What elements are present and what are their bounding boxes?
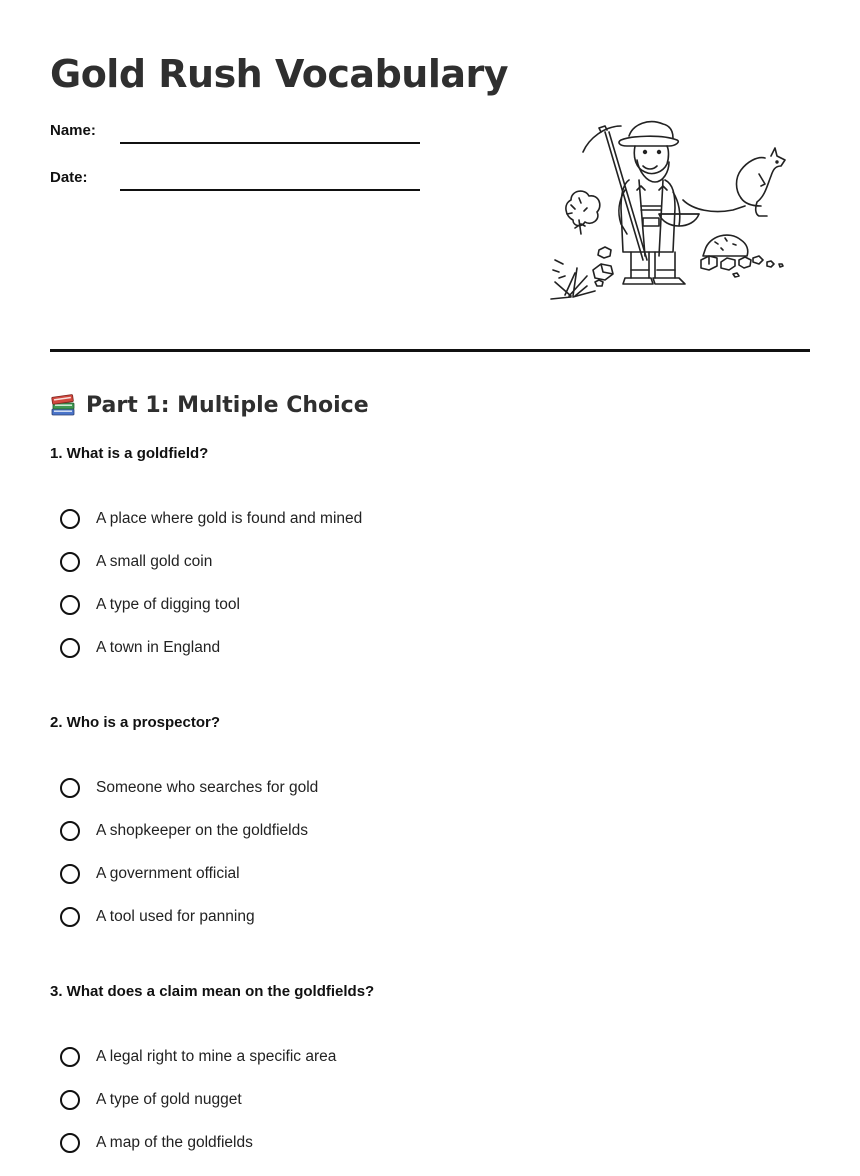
radio-button[interactable] <box>60 638 80 658</box>
radio-button[interactable] <box>60 778 80 798</box>
option-label[interactable]: A place where gold is found and mined <box>96 510 363 527</box>
option-label[interactable]: A town in England <box>96 639 221 656</box>
answer-option[interactable] <box>50 778 810 821</box>
name-field <box>50 122 430 152</box>
answer-option[interactable] <box>50 1047 810 1090</box>
gold-pile-icon <box>701 235 783 277</box>
question-text: 2. Who is a prospector? <box>50 714 221 731</box>
option-label[interactable]: A type of gold nugget <box>96 1091 242 1108</box>
radio-button[interactable] <box>60 907 80 927</box>
option-label[interactable]: A government official <box>96 865 240 882</box>
answer-option[interactable] <box>50 638 810 681</box>
radio-button[interactable] <box>60 509 80 529</box>
option-label[interactable]: A shopkeeper on the goldfields <box>96 822 308 839</box>
option-label[interactable]: A legal right to mine a specific area <box>96 1048 337 1065</box>
name-label: Name: <box>50 122 96 139</box>
worksheet-title: Gold Rush Vocabulary <box>50 52 509 96</box>
name-input-line[interactable] <box>120 142 420 144</box>
option-label[interactable]: A small gold coin <box>96 553 213 570</box>
answer-option[interactable] <box>50 821 810 864</box>
part1-title: Part 1: Multiple Choice <box>86 392 369 418</box>
question-1 <box>50 443 810 681</box>
answer-option[interactable] <box>50 907 810 950</box>
answer-option[interactable] <box>50 552 810 595</box>
books-icon <box>50 392 76 418</box>
answer-option[interactable] <box>50 595 810 638</box>
radio-button[interactable] <box>60 595 80 615</box>
option-label[interactable]: A tool used for panning <box>96 908 255 925</box>
question-text: 1. What is a goldfield? <box>50 445 209 462</box>
radio-button[interactable] <box>60 821 80 841</box>
section-divider <box>50 349 810 352</box>
answer-option[interactable] <box>50 1133 810 1176</box>
answer-options <box>50 509 810 681</box>
answer-option[interactable] <box>50 509 810 552</box>
option-label[interactable]: Someone who searches for gold <box>96 779 319 796</box>
radio-button[interactable] <box>60 552 80 572</box>
date-label: Date: <box>50 169 88 186</box>
question-2 <box>50 712 810 950</box>
date-input-line[interactable] <box>120 189 420 191</box>
question-3 <box>50 981 810 1176</box>
radio-button[interactable] <box>60 1047 80 1067</box>
grass-icon <box>551 260 595 299</box>
prospector-illustration <box>545 110 795 310</box>
answer-option[interactable] <box>50 1090 810 1133</box>
answer-options <box>50 778 810 950</box>
answer-option[interactable] <box>50 864 810 907</box>
gold-rocks-icon <box>593 247 613 286</box>
question-text: 3. What does a claim mean on the goldfields? <box>50 983 375 1000</box>
radio-button[interactable] <box>60 1133 80 1153</box>
option-label[interactable]: A type of digging tool <box>96 596 240 613</box>
radio-button[interactable] <box>60 864 80 884</box>
radio-button[interactable] <box>60 1090 80 1110</box>
kangaroo-icon <box>683 148 785 216</box>
bush-icon <box>566 191 600 234</box>
part1-heading <box>50 388 369 422</box>
option-label[interactable]: A map of the goldfields <box>96 1134 253 1151</box>
answer-options <box>50 1047 810 1176</box>
date-field <box>50 169 430 199</box>
